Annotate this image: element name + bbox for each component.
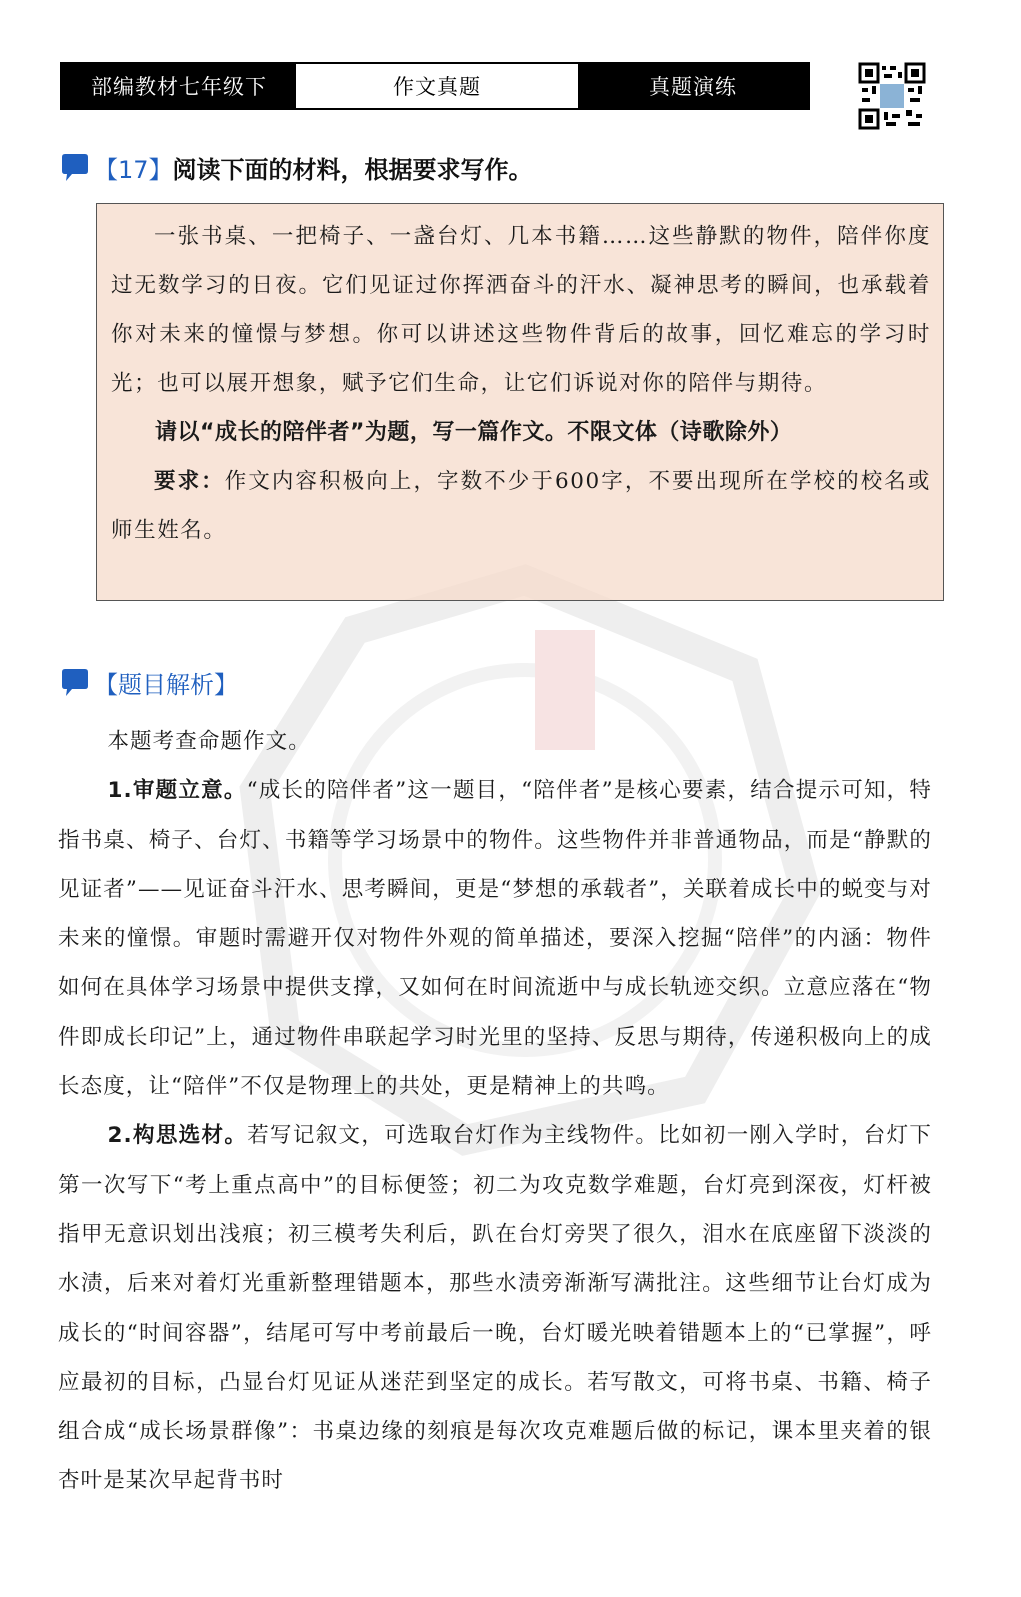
header-bar (60, 62, 810, 110)
material-paragraph: 一张书桌、一把椅子、一盏台灯、几本书籍……这些静默的物件，陪伴你度过无数学习的日夜。它们见证过你挥洒奋斗的汗水、凝神思考的瞬间，也承载着你对未来的憧憬与梦想。你可以讲述这些物件背后的故事，回忆难忘的学习时光；也可以展开想象，赋予它们生命，让它们诉说对你的陪伴与期待。 (111, 224, 931, 396)
speech-bubble-icon (60, 668, 90, 698)
point1-text: “成长的陪伴者”这一题目，“陪伴者”是核心要素，结合提示可知，特指书桌、椅子、台灯、书籍等学习场景中的物件。这些物件并非普通物品，而是“静默的见证者”——见证奋斗汗水、思考瞬间，更是“梦想的承载者”，关联着成长中的蜕变与对未来的憧憬。审题时需避开仅对物件外观的简单描述，要深入挖掘“陪伴”的内涵：物件如何在具体学习场景中提供支撑，又如何在时间流逝中与成长轨迹交织。立意应落在“物件即成长印记”上，通过物件串联起学习时光里的坚持、反思与期待，传递积极向上的成长态度，让“陪伴”不仅是物理上的共处，更是精神上的共鸣。 (58, 778, 933, 1100)
analysis-intro: 本题考查命题作文。 (107, 729, 311, 754)
header-left: 部编教材七年级下 (62, 64, 296, 108)
material-box (96, 203, 944, 601)
speech-bubble-icon (60, 153, 90, 183)
analysis-body (58, 717, 932, 1506)
header-right: 真题演练 (578, 64, 808, 108)
question-heading (60, 150, 533, 185)
requirement-key: 要求： (154, 469, 225, 494)
material-requirement (111, 457, 931, 555)
point2-lead: 2.构思选材。 (107, 1123, 248, 1149)
question-prompt: 阅读下面的材料，根据要求写作。 (172, 156, 533, 184)
analysis-heading (60, 665, 238, 700)
point1-lead: 1.审题立意。 (107, 778, 247, 804)
requirement-text: 作文内容积极向上，字数不少于600字，不要出现所在学校的校名或师生姓名。 (111, 469, 931, 543)
material-task: 请以“成长的陪伴者”为题，写一篇作文。不限文体（诗歌除外） (155, 420, 793, 445)
analysis-label: 【题目解析】 (94, 671, 238, 699)
question-number: 【17】 (94, 156, 173, 184)
analysis-point-2 (58, 1111, 932, 1505)
point2-text: 若写记叙文，可选取台灯作为主线物件。比如初一刚入学时，台灯下第一次写下“考上重点高中”的目标便签；初二为攻克数学难题，台灯亮到深夜，灯杆被指甲无意识划出浅痕；初三模考失利后，趴在台灯旁哭了很久，泪水在底座留下淡淡的水渍，后来对着灯光重新整理错题本，那些水渍旁渐渐写满批注。这些细节让台灯成为成长的“时间容器”，结尾可写中考前最后一晚，台灯暖光映着错题本上的“已掌握”，呼应最初的目标，凸显台灯见证从迷茫到坚定的成长。若写散文，可将书桌、书籍、椅子组合成“成长场景群像”：书桌边缘的刻痕是每次攻克难题后做的标记，课本里夹着的银杏叶是某次早起背书时 (58, 1123, 933, 1494)
header-center: 作文真题 (296, 64, 578, 108)
analysis-point-1 (58, 766, 932, 1111)
qr-code-icon[interactable] (858, 62, 926, 130)
